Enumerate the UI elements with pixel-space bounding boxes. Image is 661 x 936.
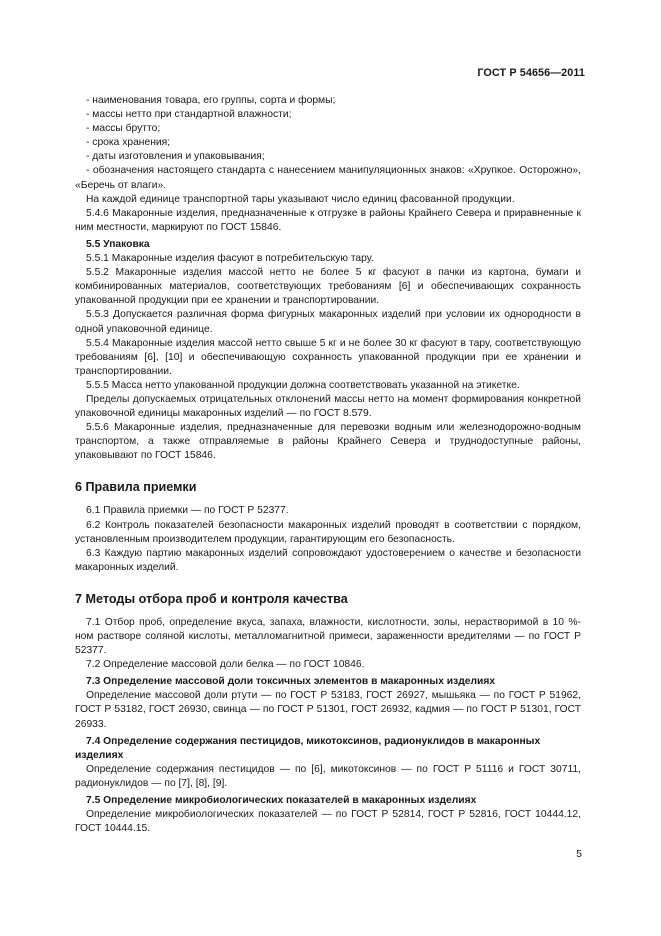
- subsection-heading-7-5: 7.5 Определение микробиологических показателей в макаронных изделиях: [86, 795, 477, 807]
- paragraph-tolerances: Пределы допускаемых отрицательных отклонений массы нетто на момент формирования конкретной упаковочной единицы макаронных изделий — по ГОСТ 8.579.: [75, 393, 581, 420]
- subsection-heading-5-5: 5.5 Упаковка: [86, 238, 150, 250]
- section-heading-7: 7 Методы отбора проб и контроля качества: [75, 591, 348, 606]
- paragraph-6-3: 6.3 Каждую партию макаронных изделий сопровождают удостоверением о качестве и безопасности макаронных изделий.: [75, 547, 581, 573]
- paragraph-6-2: 6.2 Контроль показателей безопасности макаронных изделий проводят в соответствии с порядком, установленным производителем продукции, гарантирующим его безопасность.: [75, 519, 581, 545]
- paragraph-5-5-3: 5.5.3 Допускается различная форма фигурных макаронных изделий при условии их однородности в одной упаковочной единице.: [75, 309, 581, 335]
- paragraph-5-5-1: 5.5.1 Макаронные изделия фасуют в потребительскую тару.: [86, 253, 374, 265]
- paragraph-5-5-5: 5.5.5 Масса нетто упакованной продукции должна соответствовать указанной на этикетке.: [86, 379, 520, 391]
- subsection-heading-7-3: 7.3 Определение массовой доли токсичных элементов в макаронных изделиях: [86, 676, 496, 688]
- section-heading-6: 6 Правила приемки: [75, 480, 197, 495]
- paragraph-7-1: 7.1 Отбор проб, определение вкуса, запаха, влажности, кислотности, золы, нерастворимой в 10 %-ном растворе соляной кислоты, металломагнитной примеси, зараженности вредителями — по ГОСТ Р 52377.: [75, 616, 581, 657]
- list-item-name: - наименования товара, его группы, сорта и формы;: [86, 95, 336, 106]
- paragraph-7-4-text: Определение содержания пестицидов — по [6], микотоксинов — по ГОСТ Р 51116 и ГОСТ 30711, радионуклидов — по [7], [8], [9].: [75, 763, 581, 789]
- document-body: [75, 94, 581, 836]
- paragraph-7-3-text: Определение массовой доли ртути — по ГОСТ Р 53183, ГОСТ 26927, мышьяка — по ГОСТ Р 51962, ГОСТ Р 53182, ГОСТ 26930, свинца — по ГОСТ Р 51301, ГОСТ 26932, кадмия — по ГОСТ Р 51301, ГОСТ 26933.: [75, 690, 581, 730]
- paragraph-5-5-6: 5.5.6 Макаронные изделия, предназначенные для перевозки водным или железнодорожно-водным транспортом, а также отправляемые в районы Крайнего Севера и труднодоступные районы, упаковывают по ГОСТ 15846.: [75, 422, 581, 462]
- list-item-net-mass: - массы нетто при стандартной влажности;: [86, 109, 292, 121]
- document-code-header: ГОСТ Р 54656—2011: [477, 67, 585, 79]
- paragraph-5-4-6: 5.4.6 Макаронные изделия, предназначенные к отгрузке в районы Крайнего Севера и приравненные к ним местности, маркируют по ГОСТ 15846.: [75, 207, 581, 233]
- page-number: 5: [576, 849, 582, 860]
- list-item-standard-designation: - обозначения настоящего стандарта с нанесением манипуляционных знаков: «Хрупкое. Осторожно», «Беречь от влаги».: [75, 165, 581, 191]
- paragraph-5-5-4: 5.5.4 Макаронные изделия массой нетто свыше 5 кг и не более 30 кг фасуют в тару, соответствующую требованиям [6], [10] и обеспечивающую сохранность упакованной продукции при ее хранении и транспортировании.: [75, 337, 581, 377]
- paragraph-7-5-text: Определение микробиологических показателей — по ГОСТ Р 52814, ГОСТ Р 52816, ГОСТ 10444.12, ГОСТ 10444.15.: [75, 809, 581, 835]
- list-item-gross-mass: - массы брутто;: [86, 123, 161, 135]
- paragraph-transport-units: На каждой единице транспортной тары указывают число единиц фасованной продукции.: [86, 193, 515, 205]
- list-item-dates: - даты изготовления и упаковывания;: [86, 151, 265, 163]
- paragraph-6-1: 6.1 Правила приемки — по ГОСТ Р 52377.: [86, 505, 289, 517]
- paragraph-7-2: 7.2 Определение массовой доли белка — по ГОСТ 10846.: [86, 659, 365, 671]
- subsection-heading-7-4: 7.4 Определение содержания пестицидов, микотоксинов, радионуклидов в макаронных изделиях: [75, 735, 541, 761]
- paragraph-5-5-2: 5.5.2 Макаронные изделия массой нетто не более 5 кг фасуют в пачки из картона, бумаги и комбинированных материалов, соответствующих требованиям [6] и обеспечивающих сохранность упакованной продукции при ее хранении и транспортировании.: [75, 267, 581, 307]
- list-item-shelf-life: - срока хранения;: [86, 137, 171, 149]
